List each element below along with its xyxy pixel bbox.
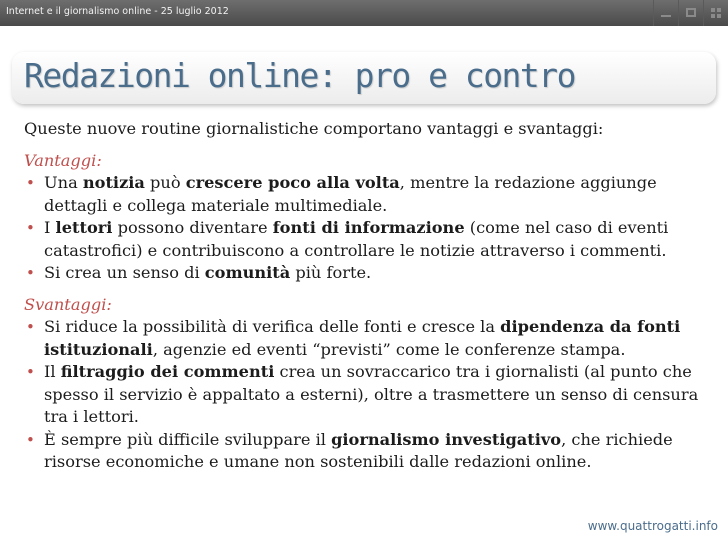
slide-title: Redazioni online: pro e contro [24, 56, 576, 95]
bullet-icon: • [26, 219, 35, 237]
header-text: Internet e il giornalismo online - 25 luglio 2012 [6, 6, 229, 17]
vantaggi-list [24, 172, 714, 285]
minimize-icon[interactable] [653, 0, 678, 26]
list-item: • Il filtraggio dei commenti crea un sovraccarico tra i giornalisti (al punto che spesso il servizio è appaltato a esterni), oltre a trasmettere un senso di censura tra i lettori. [26, 362, 699, 426]
restore-icon[interactable] [678, 0, 703, 26]
bullet-icon: • [26, 430, 35, 449]
bullet-icon: • [26, 174, 35, 192]
intro-text: Queste nuove routine giornalistiche comportano vantaggi e svantaggi: [24, 119, 604, 138]
svantaggi-list [24, 316, 714, 474]
grid-icon[interactable] [703, 0, 728, 26]
list-item: • È sempre più difficile sviluppare il giornalismo investigativo, che richiede risorse economiche e umane non sostenibili dalle redazioni online. [26, 429, 673, 471]
list-item: • Si crea un senso di comunità più forte. [24, 262, 714, 285]
footer-link[interactable]: www.quattrogatti.info [587, 519, 718, 533]
list-item: • I lettori possono diventare fonti di informazione (come nel caso di eventi catastrofici) e contribuiscono a controllare le notizie attraverso i commenti. [26, 218, 669, 260]
bullet-icon: • [26, 264, 35, 282]
list-item: • Una notizia può crescere poco alla volta, mentre la redazione aggiunge dettagli e collega materiale multimediale. [26, 173, 657, 215]
bullet-icon: • [26, 318, 35, 336]
list-item: • Si riduce la possibilità di verifica delle fonti e cresce la dipendenza da fonti istituzionali, agenzie ed eventi “previsti” come le conferenze stampa. [26, 317, 681, 359]
top-bar [0, 0, 728, 26]
svantaggi-heading: Svantaggi: [24, 294, 112, 314]
bullet-icon: • [26, 363, 35, 381]
vantaggi-heading: Vantaggi: [24, 150, 102, 170]
slide-content [24, 118, 714, 483]
window-controls [653, 0, 728, 26]
